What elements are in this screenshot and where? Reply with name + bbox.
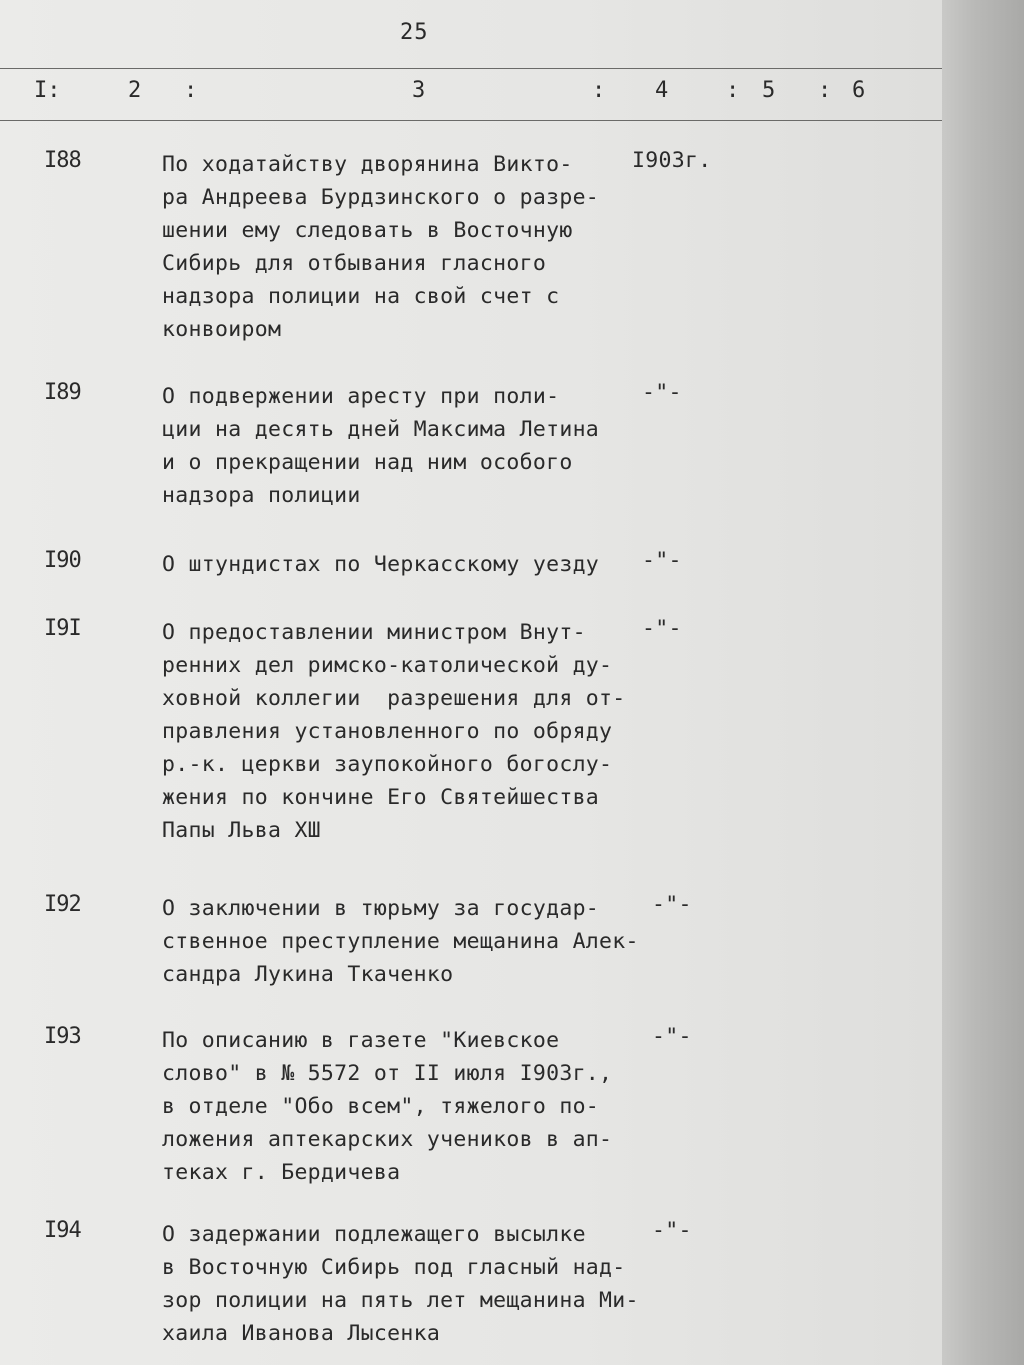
record-date: -"- <box>652 892 692 917</box>
column-header-1: I: <box>34 78 61 103</box>
record-title: О подвержении аресту при поли- ции на десять дней Максима Летина и о прекращении над ним особого надзора полиции <box>162 384 600 508</box>
column-header-3: 3 <box>412 78 426 103</box>
header-rule-bottom <box>0 120 942 121</box>
record-number: I93 <box>44 1024 81 1049</box>
record-date: -"- <box>642 380 682 405</box>
record-number: I94 <box>44 1218 81 1243</box>
header-rule-top <box>0 68 942 69</box>
record-date: -"- <box>652 1218 692 1243</box>
column-separator: : <box>726 78 740 103</box>
column-header-6: 6 <box>852 78 866 103</box>
record-title: О задержании подлежащего высылке в Восточную Сибирь под гласный над- зор полиции на пять лет мещанина Ми- хаила Иванова Лысенка <box>162 1222 639 1346</box>
column-separator: : <box>184 78 198 103</box>
record-number: I89 <box>44 380 81 405</box>
record-date: -"- <box>642 548 682 573</box>
record-title: По описанию в газете "Киевское слово" в № 5572 от II июля I903г., в отделе "Обо всем", тяжелого по- ложения аптекарских учеников в ап- теках г. Бердичева <box>162 1028 613 1185</box>
record-number: I88 <box>44 148 81 173</box>
column-separator: : <box>818 78 832 103</box>
record-title: О предоставлении министром Внут- ренних дел римско-католической ду- ховной коллегии разрешения для от- правления установленного по обряду р.-к. церкви заупокойного богослу- жения по кончине Его Святейшества Папы Льва XШ <box>162 620 626 843</box>
page-number: 25 <box>400 20 429 45</box>
page-edge-shadow <box>942 0 1024 1365</box>
column-header-4: 4 <box>655 78 669 103</box>
record-title: О штундистах по Черкасскому уезду <box>162 552 600 577</box>
record-title: О заключении в тюрьму за государ- ственное преступление мещанина Алек- сандра Лукина Ткаченко <box>162 896 639 987</box>
record-date: -"- <box>652 1024 692 1049</box>
column-header-5: 5 <box>762 78 776 103</box>
record-title: По ходатайству дворянина Викто- ра Андреева Бурдзинского о разре- шении ему следовать в Восточную Сибирь для отбывания гласного надзора полиции на свой счет с конвоиром <box>162 152 600 342</box>
record-number: I90 <box>44 548 81 573</box>
column-separator: : <box>592 78 606 103</box>
record-number: I9I <box>44 616 81 641</box>
record-date: -"- <box>642 616 682 641</box>
column-header-2: 2 <box>128 78 142 103</box>
record-date: I903г. <box>632 148 712 173</box>
record-number: I92 <box>44 892 81 917</box>
